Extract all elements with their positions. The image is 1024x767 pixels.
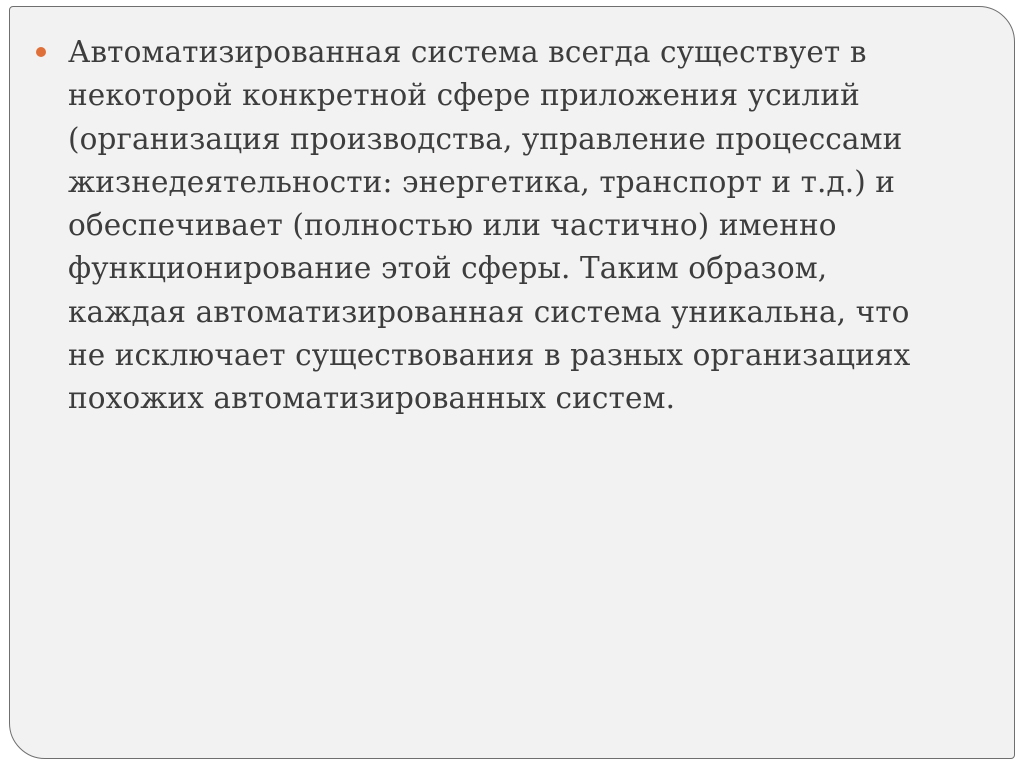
paragraph-line: некоторой конкретной сфере приложения усилий: [68, 78, 860, 113]
paragraph-line: (организация производства, управление процессами: [68, 121, 903, 156]
paragraph-line: не исключает существования в разных организациях: [68, 338, 911, 373]
bullet-list-item: [36, 31, 986, 421]
bullet-dot-icon: [36, 47, 46, 57]
bullet-paragraph: [68, 31, 986, 421]
paragraph-line: Автоматизированная система всегда существует в: [68, 35, 867, 69]
paragraph-line: жизнедеятельности: энергетика, транспорт и т.д.) и: [68, 164, 896, 199]
slide-frame: [9, 6, 1015, 759]
paragraph-line: похожих автоматизированных систем.: [68, 381, 676, 416]
paragraph-line: функционирование этой сферы. Таким образом,: [68, 251, 828, 286]
paragraph-line: каждая автоматизированная система уникальна, что: [68, 294, 910, 329]
paragraph-line: обеспечивает (полностью или частично) именно: [68, 208, 837, 243]
